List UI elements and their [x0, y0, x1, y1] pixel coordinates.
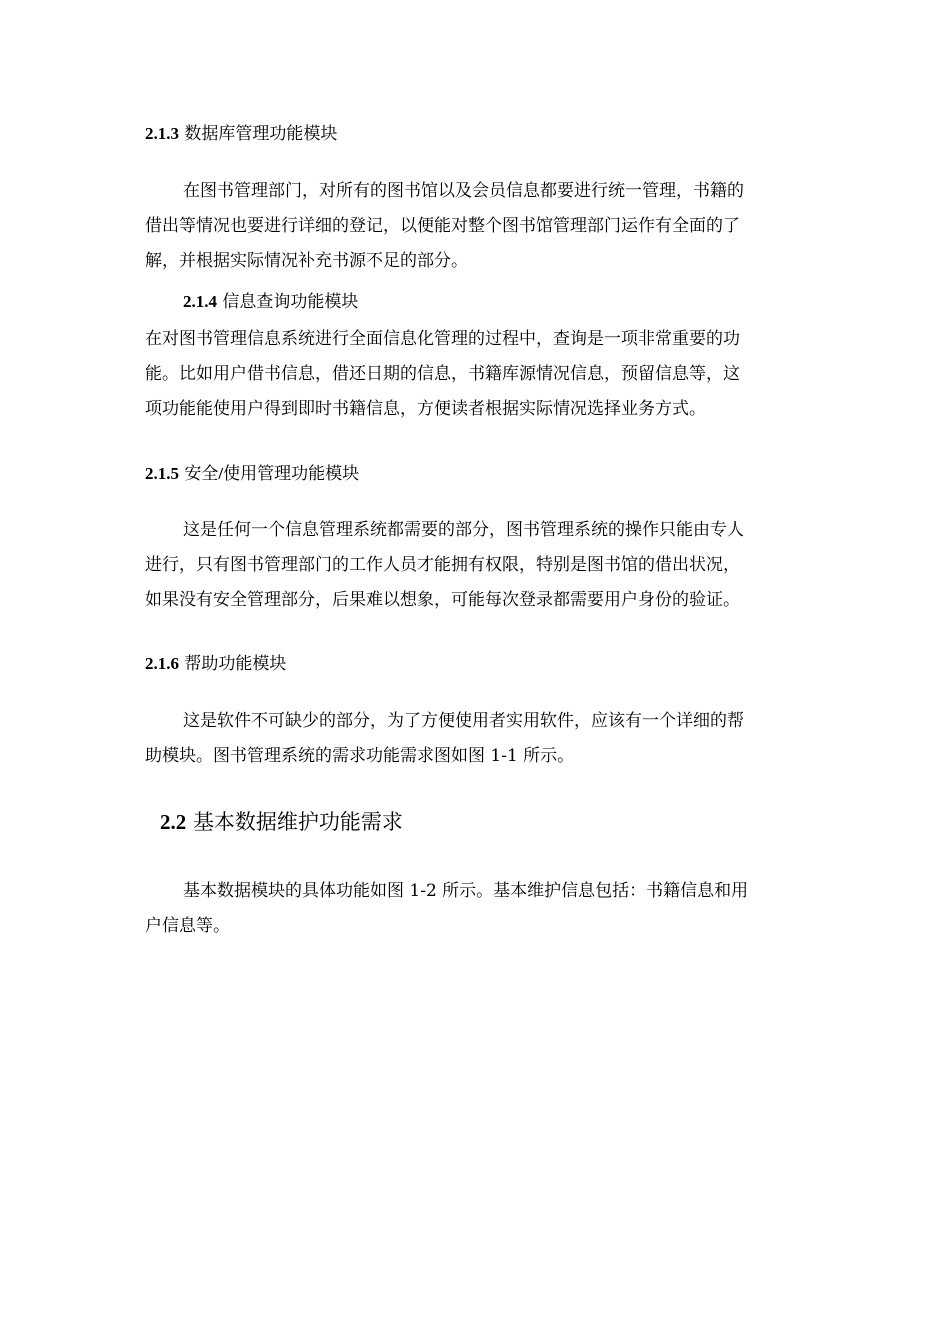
paragraph-line: 能。比如用户借书信息，借还日期的信息，书籍库源情况信息，预留信息等，这 — [145, 364, 740, 384]
section-paragraph-2-1-3 — [145, 174, 810, 279]
paragraph-line: 这是任何一个信息管理系统都需要的部分，图书管理系统的操作只能由专人 — [183, 520, 744, 540]
section-title: 信息查询功能模块 — [222, 292, 359, 312]
paragraph-line: 项功能能使用户得到即时书籍信息，方便读者根据实际情况选择业务方式。 — [145, 399, 706, 419]
section-title-slash: / — [218, 464, 224, 483]
section-paragraph-2-1-6 — [145, 704, 810, 774]
paragraph-line: 如果没有安全管理部分，后果难以想象，可能每次登录都需要用户身份的验证。 — [145, 590, 740, 610]
section-number: 2.1.6 — [145, 654, 179, 673]
paragraph-line: 基本数据模块的具体功能如图 1-2 所示。基本维护信息包括：书籍信息和用 — [183, 881, 749, 901]
section-number: 2.2 — [160, 810, 187, 834]
section-heading-2-1-6 — [145, 652, 286, 676]
paragraph-line: 户信息等。 — [145, 916, 230, 936]
section-number: 2.1.3 — [145, 124, 179, 143]
section-number: 2.1.5 — [145, 464, 179, 483]
section-paragraph-2-2 — [145, 874, 810, 944]
section-title: 数据库管理功能模块 — [184, 124, 338, 144]
section-title-prefix: 安全 — [184, 464, 219, 484]
section-heading-2-1-3 — [145, 122, 337, 146]
section-heading-2-1-5 — [145, 462, 359, 486]
paragraph-line: 在对图书管理信息系统进行全面信息化管理的过程中，查询是一项非常重要的功 — [145, 329, 740, 349]
section-number: 2.1.4 — [183, 292, 217, 311]
section-title: 基本数据维护功能需求 — [192, 810, 403, 834]
section-heading-2-1-4 — [183, 290, 358, 314]
section-paragraph-2-1-5 — [145, 513, 810, 618]
paragraph-line: 借出等情况也要进行详细的登记，以便能对整个图书馆管理部门运作有全面的了 — [145, 216, 740, 236]
paragraph-line: 在图书管理部门，对所有的图书馆以及会员信息都要进行统一管理，书籍的 — [183, 181, 744, 201]
section-heading-2-2 — [160, 807, 403, 837]
section-title: 帮助功能模块 — [184, 654, 287, 674]
section-paragraph-2-1-4 — [145, 322, 810, 427]
paragraph-line: 解，并根据实际情况补充书源不足的部分。 — [145, 251, 468, 271]
paragraph-line: 这是软件不可缺少的部分，为了方便使用者实用软件，应该有一个详细的帮 — [183, 711, 744, 731]
section-title-suffix: 使用管理功能模块 — [223, 464, 360, 484]
paragraph-line: 助模块。图书管理系统的需求功能需求图如图 1-1 所示。 — [145, 746, 575, 766]
paragraph-line: 进行，只有图书管理部门的工作人员才能拥有权限，特别是图书馆的借出状况， — [145, 555, 740, 575]
